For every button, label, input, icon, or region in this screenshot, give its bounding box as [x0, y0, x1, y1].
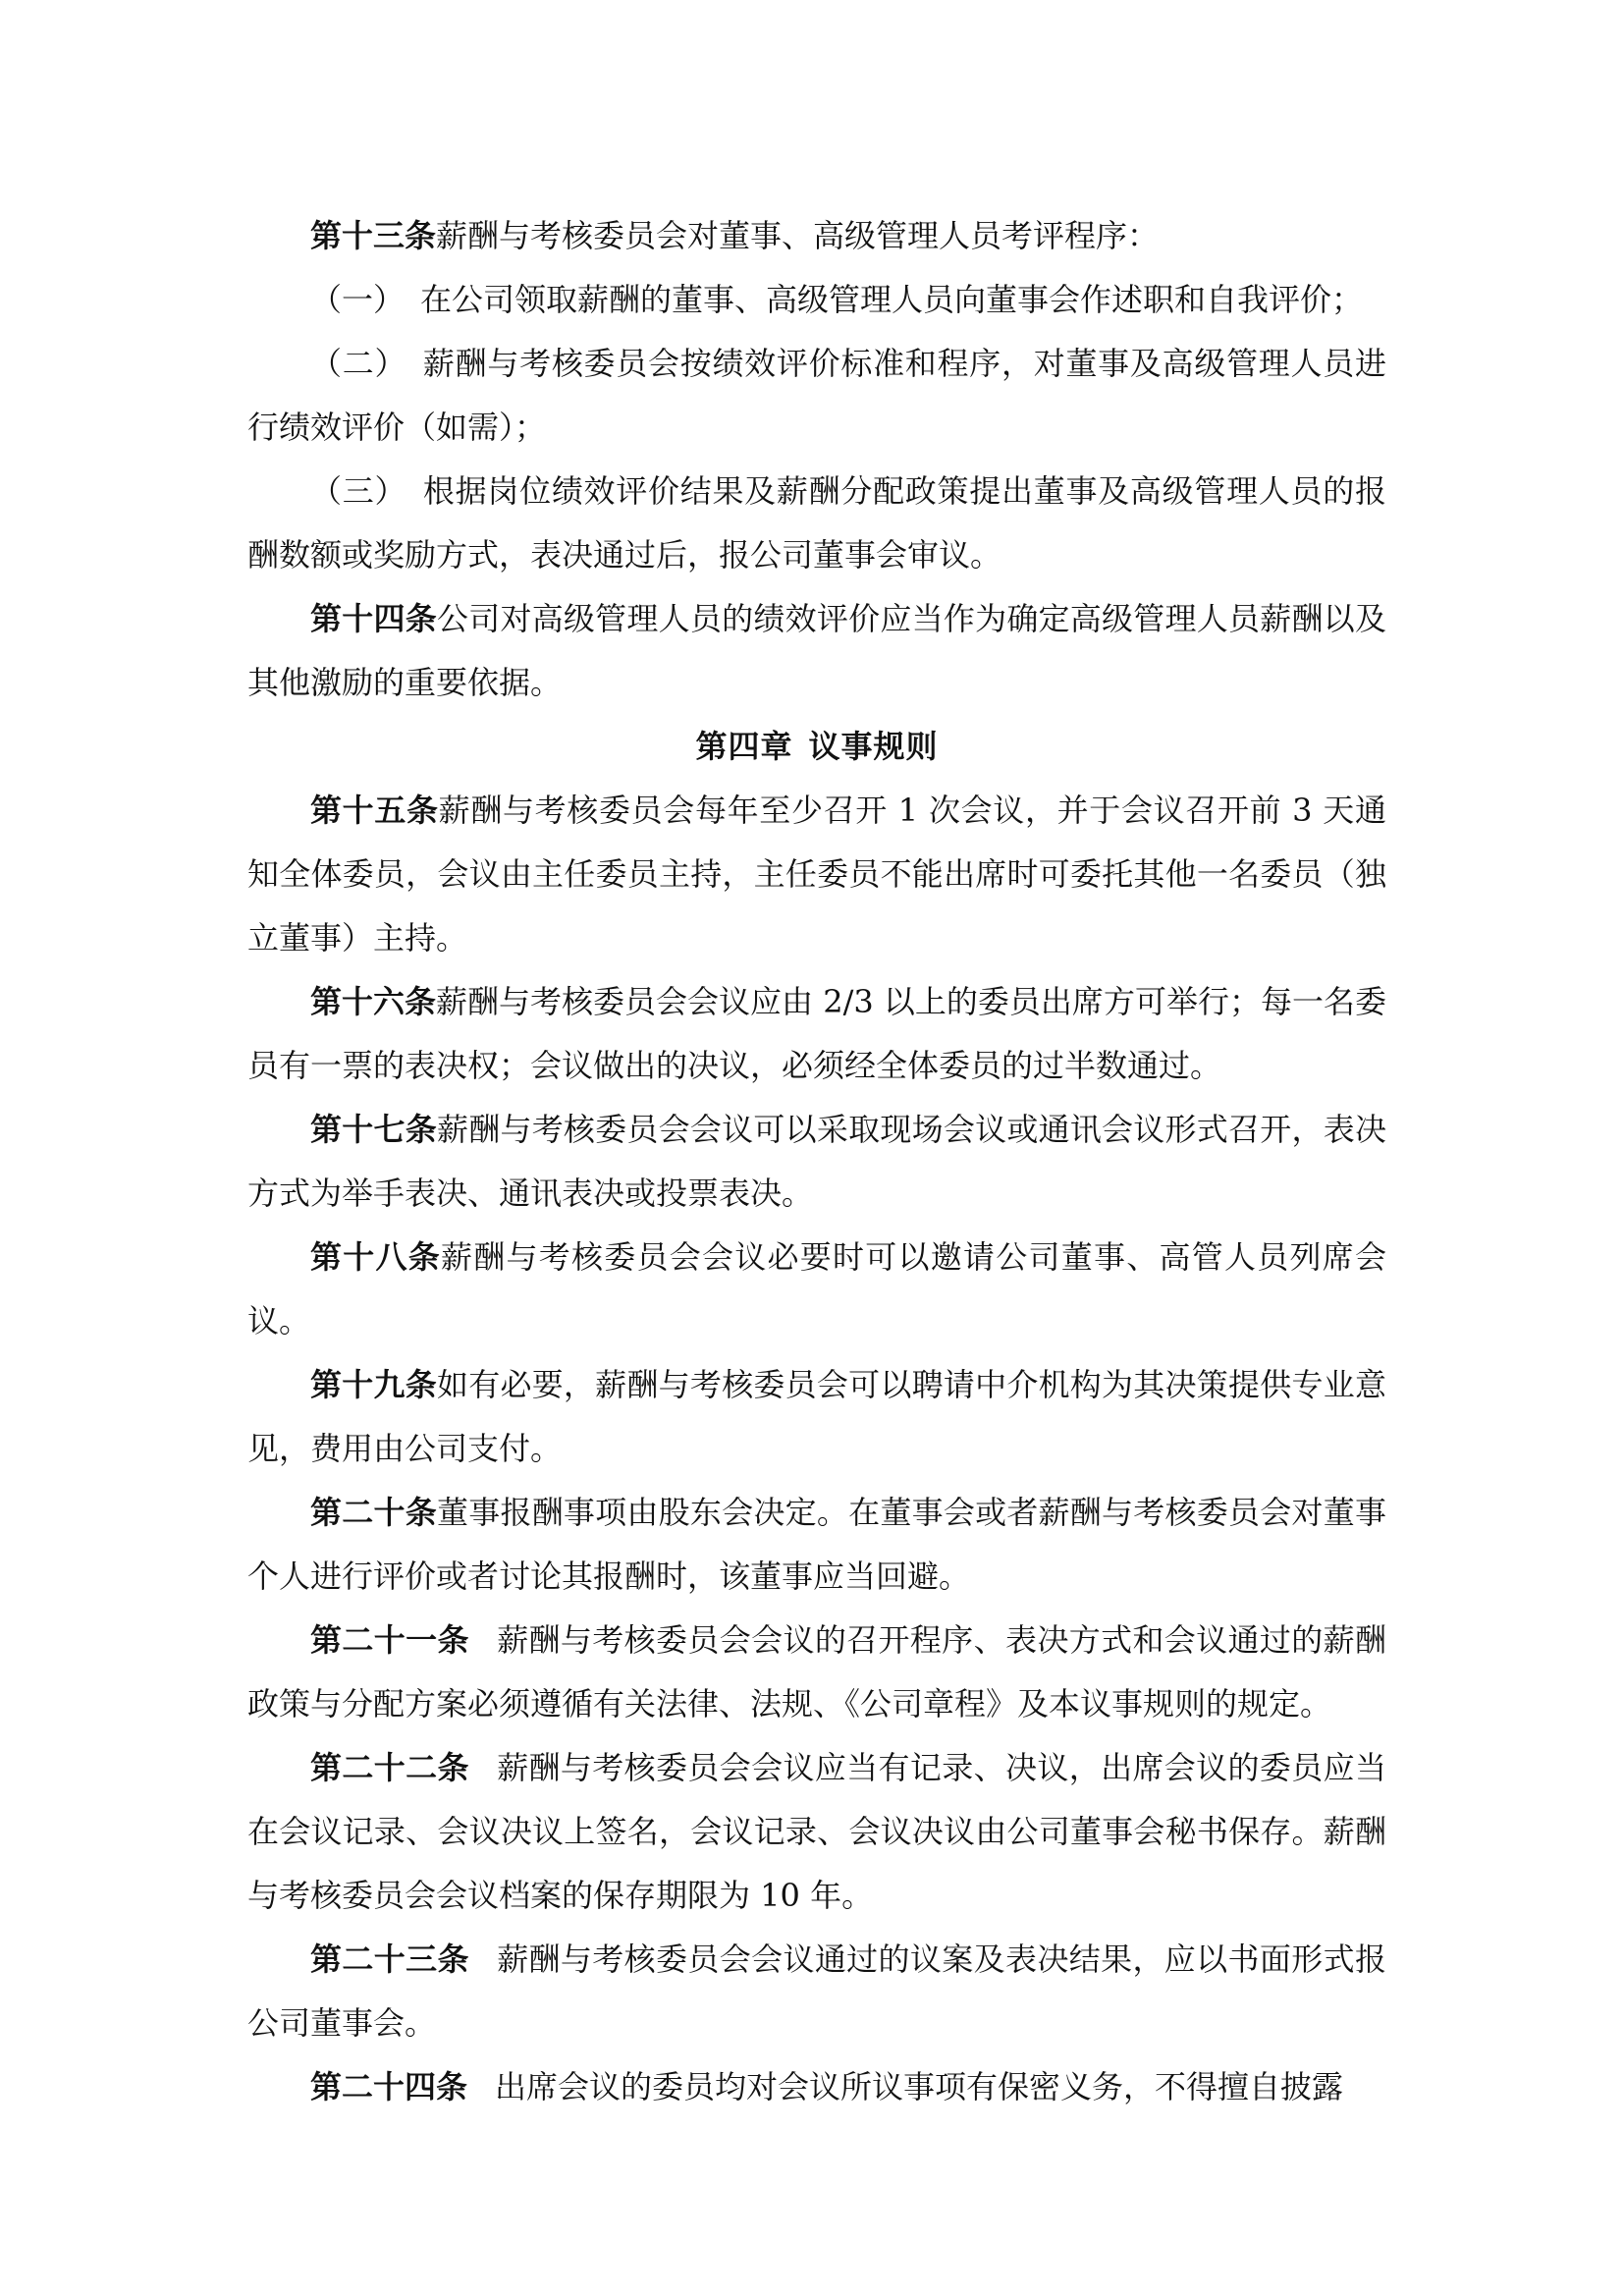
article-21-label: 第二十一条 — [310, 1621, 469, 1659]
article-14 — [247, 587, 1386, 715]
article-13-label: 第十三条 — [310, 217, 437, 254]
chapter-title: 议事规则 — [808, 728, 939, 765]
document-page — [247, 204, 1386, 2119]
item-3 — [247, 460, 1386, 587]
item-2 — [247, 332, 1386, 460]
article-17 — [247, 1098, 1386, 1226]
article-17-label: 第十七条 — [310, 1111, 437, 1148]
article-23 — [247, 1928, 1386, 2055]
article-15 — [247, 779, 1386, 970]
item-1-number: （一） — [310, 281, 406, 318]
article-19-label: 第十九条 — [310, 1366, 437, 1403]
article-18-label: 第十八条 — [310, 1238, 441, 1276]
article-13-text: 薪酬与考核委员会对董事、高级管理人员考评程序： — [436, 217, 1160, 254]
item-2-number: （二） — [310, 345, 407, 382]
item-3-text: 根据岗位绩效评价结果及薪酬分配政策提出董事及高级管理人员的报酬数额或奖励方式，表决通过后，报公司董事会审议。 — [247, 472, 1386, 574]
article-17-text: 薪酬与考核委员会会议可以采取现场会议或通讯会议形式召开，表决方式为举手表决、通讯表决或投票表决。 — [247, 1111, 1386, 1212]
article-16-label: 第十六条 — [310, 983, 437, 1020]
article-15-label: 第十五条 — [310, 792, 439, 829]
article-18 — [247, 1226, 1386, 1353]
article-20 — [247, 1481, 1386, 1609]
article-24 — [247, 2055, 1386, 2119]
article-24-label: 第二十四条 — [310, 2068, 468, 2105]
article-20-label: 第二十条 — [310, 1494, 437, 1531]
article-22 — [247, 1736, 1386, 1928]
item-1 — [247, 268, 1386, 332]
article-20-text: 董事报酬事项由股东会决定。在董事会或者薪酬与考核委员会对董事个人进行评价或者讨论其报酬时，该董事应当回避。 — [247, 1494, 1386, 1595]
article-24-text: 出席会议的委员均对会议所议事项有保密义务，不得擅自披露 — [495, 2068, 1344, 2105]
article-14-text: 公司对高级管理人员的绩效评价应当作为确定高级管理人员薪酬以及其他激励的重要依据。 — [247, 600, 1386, 701]
article-19-text: 如有必要，薪酬与考核委员会可以聘请中介机构为其决策提供专业意见，费用由公司支付。 — [247, 1366, 1386, 1467]
article-13 — [247, 204, 1386, 268]
article-19 — [247, 1353, 1386, 1481]
article-18-text: 薪酬与考核委员会会议必要时可以邀请公司董事、高管人员列席会议。 — [247, 1238, 1386, 1339]
article-22-text: 薪酬与考核委员会会议应当有记录、决议，出席会议的委员应当在会议记录、会议决议上签名，会议记录、会议决议由公司董事会秘书保存。薪酬与考核委员会会议档案的保存期限为 10 年。 — [247, 1749, 1386, 1914]
chapter-number: 第四章 — [695, 728, 793, 765]
chapter-heading — [247, 715, 1386, 779]
article-22-label: 第二十二条 — [310, 1749, 469, 1786]
article-21-text: 薪酬与考核委员会会议的召开程序、表决方式和会议通过的薪酬政策与分配方案必须遵循有关法律、法规、《公司章程》及本议事规则的规定。 — [247, 1621, 1386, 1722]
article-16-text: 薪酬与考核委员会会议应由 2/3 以上的委员出席方可举行；每一名委员有一票的表决权；会议做出的决议，必须经全体委员的过半数通过。 — [247, 983, 1386, 1084]
article-15-text: 薪酬与考核委员会每年至少召开 1 次会议，并于会议召开前 3 天通知全体委员，会议由主任委员主持，主任委员不能出席时可委托其他一名委员（独立董事）主持。 — [247, 792, 1386, 957]
item-3-number: （三） — [310, 472, 407, 510]
item-1-text: 在公司领取薪酬的董事、高级管理人员向董事会作述职和自我评价； — [420, 281, 1364, 318]
article-16 — [247, 970, 1386, 1098]
article-23-text: 薪酬与考核委员会会议通过的议案及表决结果，应以书面形式报公司董事会。 — [247, 1941, 1386, 2042]
article-14-label: 第十四条 — [310, 600, 437, 637]
article-21 — [247, 1609, 1386, 1736]
item-2-text: 薪酬与考核委员会按绩效评价标准和程序，对董事及高级管理人员进行绩效评价（如需）； — [247, 345, 1386, 446]
article-23-label: 第二十三条 — [310, 1941, 469, 1978]
